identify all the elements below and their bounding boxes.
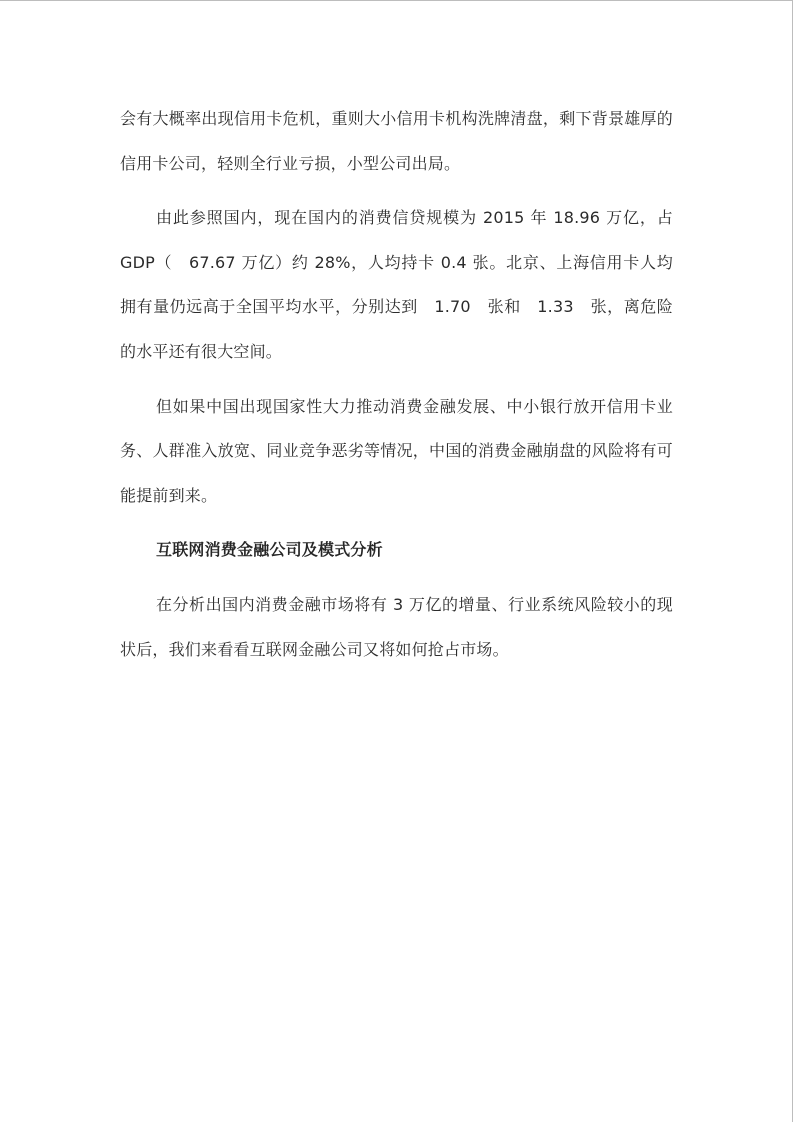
section-heading: 互联网消费金融公司及模式分析	[156, 540, 383, 560]
paragraph-credit-card-crisis: 会有大概率出现信用卡危机，重则大小信用卡机构洗牌清盘，剩下背景雄厚的信用卡公司，轻则全行业亏损，小型公司出局。	[120, 109, 673, 173]
paragraph-collapse-risk: 但如果中国出现国家性大力推动消费金融发展、中小银行放开信用卡业务、人群准入放宽、同业竞争恶劣等情况，中国的消费金融崩盘的风险将有可能提前到来。	[120, 396, 673, 505]
paragraph-market-analysis: 在分析出国内消费金融市场将有 3 万亿的增量、行业系统风险较小的现状后，我们来看看互联网金融公司又将如何抢占市场。	[120, 594, 673, 659]
document-body	[120, 97, 673, 672]
paragraph-domestic-credit-scale: 由此参照国内，现在国内的消费信贷规模为 2015 年 18.96 万亿，占 GDP（ 67.67 万亿）约 28%，人均持卡 0.4 张。北京、上海信用卡人均拥有量仍远高于全国平均水平，分别达到 1.70 张和 1.33 张，离危险的水平还有很大空间。	[120, 208, 673, 361]
